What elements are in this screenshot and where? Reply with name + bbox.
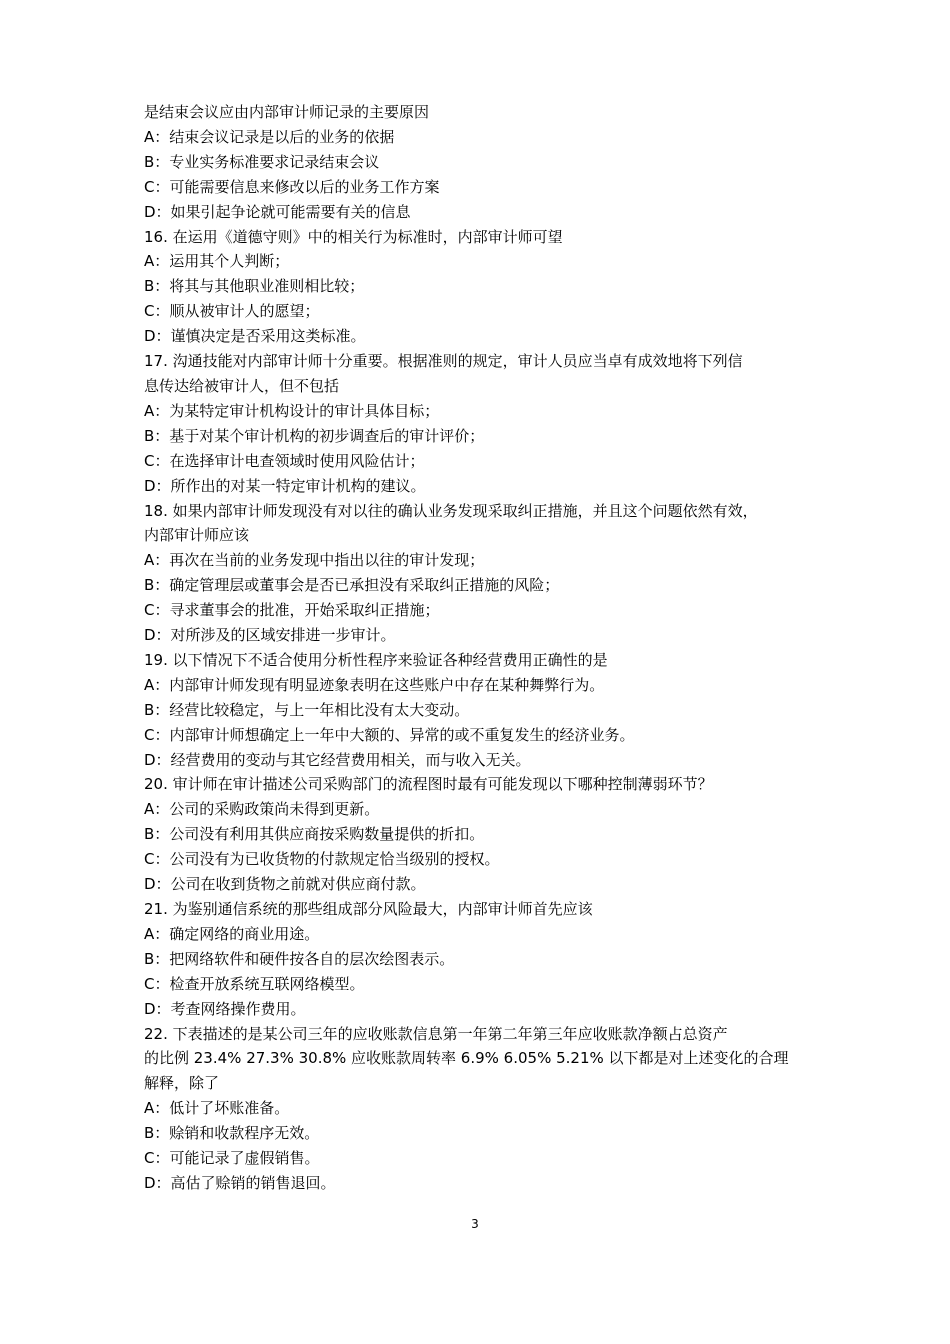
document-body — [144, 100, 816, 1196]
text-line: D：经营费用的变动与其它经营费用相关，而与收入无关。 — [144, 750, 531, 769]
text-line: C：在选择审计电查领域时使用风险估计； — [144, 451, 425, 470]
text-line: 是结束会议应由内部审计师记录的主要原因 — [144, 103, 430, 121]
text-line: B：确定管理层或董事会是否已承担没有采取纠正措施的风险； — [144, 576, 560, 595]
text-line: 21. 为鉴别通信系统的那些组成部分风险最大，内部审计师首先应该 — [144, 900, 593, 918]
text-line: 的比例 23.4% 27.3% 30.8% 应收账款周转率 6.9% 6.05% 5.21% 以下都是对上述变化的合理 — [144, 1049, 789, 1068]
text-line: D：高估了赊销的销售退回。 — [144, 1173, 336, 1192]
text-line: A：内部审计师发现有明显迹象表明在这些账户中存在某种舞弊行为。 — [144, 675, 605, 694]
text-line: D：如果引起争论就可能需要有关的信息 — [144, 202, 411, 221]
text-line: D：公司在收到货物之前就对供应商付款。 — [144, 875, 426, 894]
text-line: D：考查网络操作费用。 — [144, 999, 306, 1018]
text-line: A：确定网络的商业用途。 — [144, 924, 320, 943]
text-line: B：经营比较稳定，与上一年相比没有太大变动。 — [144, 700, 470, 719]
text-line: A：再次在当前的业务发现中指出以往的审计发现； — [144, 551, 485, 570]
text-line: C：公司没有为已收货物的付款规定恰当级别的授权。 — [144, 850, 500, 869]
text-line: C：顺从被审计人的愿望； — [144, 302, 320, 321]
text-line: 内部审计师应该 — [144, 526, 250, 545]
text-line: D：所作出的对某一特定审计机构的建议。 — [144, 476, 426, 495]
text-line: A：公司的采购政策尚未得到更新。 — [144, 800, 380, 819]
text-line: C：寻求董事会的批准，开始采取纠正措施； — [144, 601, 440, 620]
text-line: C：可能需要信息来修改以后的业务工作方案 — [144, 177, 440, 196]
text-line: 解释，除了 — [144, 1074, 220, 1093]
text-line: 息传达给被审计人，但不包括 — [144, 376, 340, 395]
text-line: D：谨慎决定是否采用这类标准。 — [144, 327, 366, 346]
text-line: A：结束会议记录是以后的业务的依据 — [144, 127, 395, 146]
text-line: C：内部审计师想确定上一年中大额的、异常的或不重复发生的经济业务。 — [144, 725, 635, 744]
text-line: 22. 下表描述的是某公司三年的应收账款信息第一年第二年第三年应收账款净额占总资产 — [144, 1024, 728, 1043]
text-line: B：专业实务标准要求记录结束会议 — [144, 152, 380, 171]
text-line: B：基于对某个审计机构的初步调查后的审计评价； — [144, 426, 485, 445]
text-line: A：运用其个人判断； — [144, 252, 290, 271]
text-line: 19. 以下情况下不适合使用分析性程序来验证各种经营费用正确性的是 — [144, 650, 608, 669]
text-line: 16. 在运用《道德守则》中的相关行为标准时，内部审计师可望 — [144, 227, 563, 246]
text-line: C：检查开放系统互联网络模型。 — [144, 974, 365, 993]
text-line: B：将其与其他职业准则相比较； — [144, 277, 365, 296]
text-line: B：把网络软件和硬件按各自的层次绘图表示。 — [144, 949, 455, 968]
text-line: A：低计了坏账准备。 — [144, 1099, 290, 1118]
text-line: C：可能记录了虚假销售。 — [144, 1149, 320, 1168]
text-line: 20. 审计师在审计描述公司采购部门的流程图时最有可能发现以下哪种控制薄弱环节？ — [144, 775, 713, 794]
text-line: B：公司没有利用其供应商按采购数量提供的折扣。 — [144, 825, 485, 844]
text-line: D：对所涉及的区域安排进一步审计。 — [144, 626, 396, 645]
text-line: 17. 沟通技能对内部审计师十分重要。根据准则的规定，审计人员应当卓有成效地将下列信 — [144, 352, 743, 371]
text-line: A：为某特定审计机构设计的审计具体目标； — [144, 401, 440, 420]
text-line: 18. 如果内部审计师发现没有对以往的确认业务发现采取纠正措施，并且这个问题依然有效， — [144, 501, 758, 520]
page-number: 3 — [471, 1217, 479, 1231]
text-line: B：赊销和收款程序无效。 — [144, 1124, 320, 1143]
